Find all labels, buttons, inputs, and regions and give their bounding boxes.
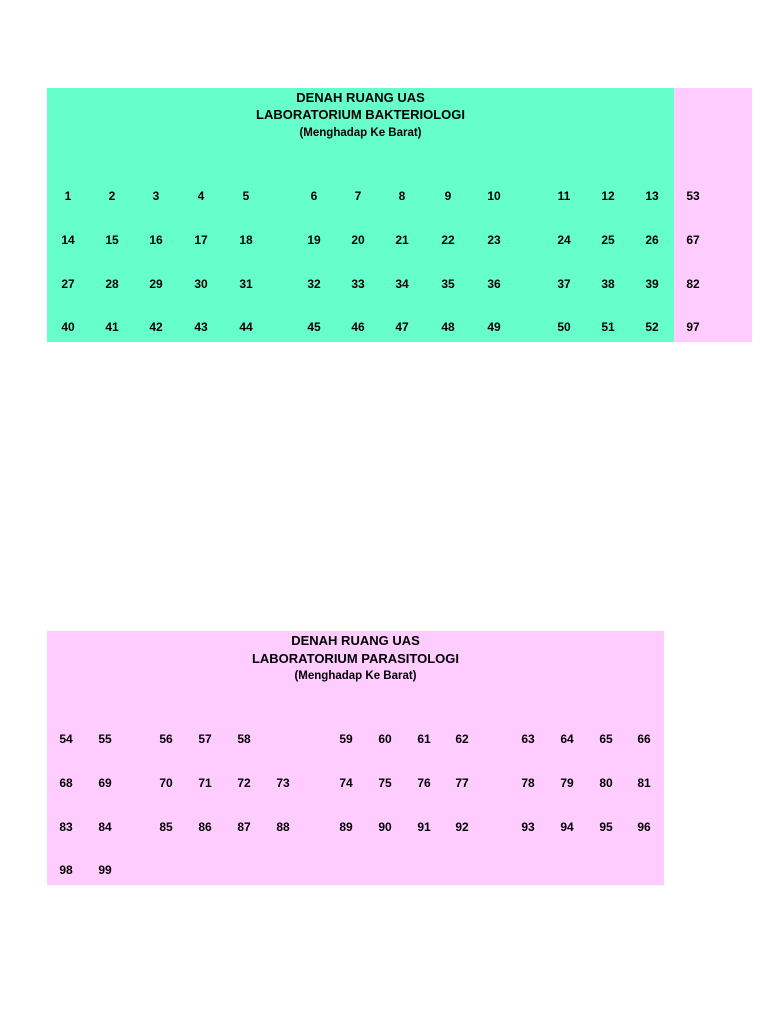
bakteriologi-seat: 13 [645,189,659,203]
bakteriologi-seat: 10 [487,189,501,203]
parasitologi-seat: 88 [276,820,290,834]
bakteriologi-seat: 46 [351,320,365,334]
bakteriologi-seat: 26 [645,233,659,247]
bakteriologi-seat: 25 [601,233,615,247]
bakteriologi-seat: 14 [61,233,75,247]
parasitologi-seat: 99 [98,863,112,877]
parasitologi-seat: 60 [378,732,392,746]
parasitologi-seat: 89 [339,820,353,834]
bakteriologi-seat: 32 [307,277,321,291]
parasitologi-seat: 90 [378,820,392,834]
parasitologi-seat: 70 [159,776,173,790]
bakteriologi-seat: 29 [149,277,163,291]
bakteriologi-seat: 24 [557,233,571,247]
room-bakteriologi-side-area [674,88,752,342]
parasitologi-seat: 59 [339,732,353,746]
bakteriologi-seat: 23 [487,233,501,247]
parasitologi-seat: 78 [521,776,535,790]
bakteriologi-seat: 2 [108,189,116,203]
bakteriologi-seat: 40 [61,320,75,334]
room-bakteriologi-title: DENAH RUANG UAS [296,90,425,105]
parasitologi-seat: 62 [455,732,469,746]
bakteriologi-seat: 45 [307,320,321,334]
parasitologi-seat: 74 [339,776,353,790]
parasitologi-seat: 96 [637,820,651,834]
bakteriologi-seat: 18 [239,233,253,247]
bakteriologi-seat: 38 [601,277,615,291]
bakteriologi-seat: 11 [557,189,571,203]
bakteriologi-seat: 28 [105,277,119,291]
parasitologi-seat: 54 [59,732,73,746]
bakteriologi-side-seat: 82 [686,277,700,291]
bakteriologi-seat: 39 [645,277,659,291]
room-bakteriologi-subtitle: LABORATORIUM BAKTERIOLOGI [256,107,465,122]
parasitologi-seat: 63 [521,732,535,746]
bakteriologi-seat: 5 [242,189,250,203]
parasitologi-seat: 80 [599,776,613,790]
parasitologi-seat: 95 [599,820,613,834]
parasitologi-seat: 85 [159,820,173,834]
room-parasitologi [47,631,664,885]
parasitologi-seat: 58 [237,732,251,746]
bakteriologi-seat: 15 [105,233,119,247]
parasitologi-seat: 71 [198,776,212,790]
parasitologi-seat: 83 [59,820,73,834]
bakteriologi-seat: 36 [487,277,501,291]
parasitologi-seat: 57 [198,732,212,746]
parasitologi-seat: 72 [237,776,251,790]
bakteriologi-seat: 16 [149,233,163,247]
parasitologi-seat: 81 [637,776,651,790]
room-parasitologi-title: DENAH RUANG UAS [291,633,420,648]
parasitologi-seat: 79 [560,776,574,790]
bakteriologi-seat: 7 [354,189,362,203]
bakteriologi-seat: 31 [239,277,253,291]
bakteriologi-seat: 1 [64,189,72,203]
parasitologi-seat: 68 [59,776,73,790]
bakteriologi-side-seat: 53 [686,189,700,203]
bakteriologi-seat: 22 [441,233,455,247]
bakteriologi-side-seat: 67 [686,233,700,247]
bakteriologi-seat: 37 [557,277,571,291]
bakteriologi-seat: 52 [645,320,659,334]
room-bakteriologi [47,88,752,342]
parasitologi-seat: 56 [159,732,173,746]
bakteriologi-seat: 6 [310,189,318,203]
parasitologi-seat: 61 [417,732,431,746]
parasitologi-seat: 55 [98,732,112,746]
bakteriologi-seat: 41 [105,320,119,334]
bakteriologi-seat: 9 [444,189,452,203]
parasitologi-seat: 69 [98,776,112,790]
parasitologi-seat: 84 [98,820,112,834]
parasitologi-seat: 66 [637,732,651,746]
room-bakteriologi-orientation: (Menghadap Ke Barat) [299,127,422,139]
parasitologi-seat: 91 [417,820,431,834]
parasitologi-seat: 92 [455,820,469,834]
bakteriologi-seat: 44 [239,320,253,334]
parasitologi-seat: 65 [599,732,613,746]
bakteriologi-seat: 8 [398,189,406,203]
bakteriologi-seat: 47 [395,320,409,334]
parasitologi-seat: 76 [417,776,431,790]
parasitologi-seat: 87 [237,820,251,834]
bakteriologi-side-seat: 97 [686,320,700,334]
bakteriologi-seat: 33 [351,277,365,291]
bakteriologi-seat: 42 [149,320,163,334]
bakteriologi-seat: 34 [395,277,409,291]
bakteriologi-seat: 43 [194,320,208,334]
bakteriologi-seat: 4 [197,189,205,203]
bakteriologi-seat: 50 [557,320,571,334]
parasitologi-seat: 77 [455,776,469,790]
room-parasitologi-subtitle: LABORATORIUM PARASITOLOGI [251,651,460,666]
parasitologi-seat: 73 [276,776,290,790]
bakteriologi-seat: 48 [441,320,455,334]
bakteriologi-seat: 30 [194,277,208,291]
bakteriologi-seat: 3 [152,189,160,203]
bakteriologi-seat: 20 [351,233,365,247]
bakteriologi-seat: 12 [601,189,615,203]
parasitologi-seat: 93 [521,820,535,834]
bakteriologi-seat: 17 [194,233,208,247]
parasitologi-seat: 75 [378,776,392,790]
parasitologi-seat: 64 [560,732,574,746]
room-parasitologi-orientation: (Menghadap Ke Barat) [294,670,417,682]
parasitologi-seat: 94 [560,820,574,834]
bakteriologi-seat: 35 [441,277,455,291]
parasitologi-seat: 86 [198,820,212,834]
bakteriologi-seat: 49 [487,320,501,334]
bakteriologi-seat: 19 [307,233,321,247]
parasitologi-seat: 98 [59,863,73,877]
bakteriologi-seat: 51 [601,320,615,334]
bakteriologi-seat: 21 [395,233,409,247]
bakteriologi-seat: 27 [61,277,75,291]
